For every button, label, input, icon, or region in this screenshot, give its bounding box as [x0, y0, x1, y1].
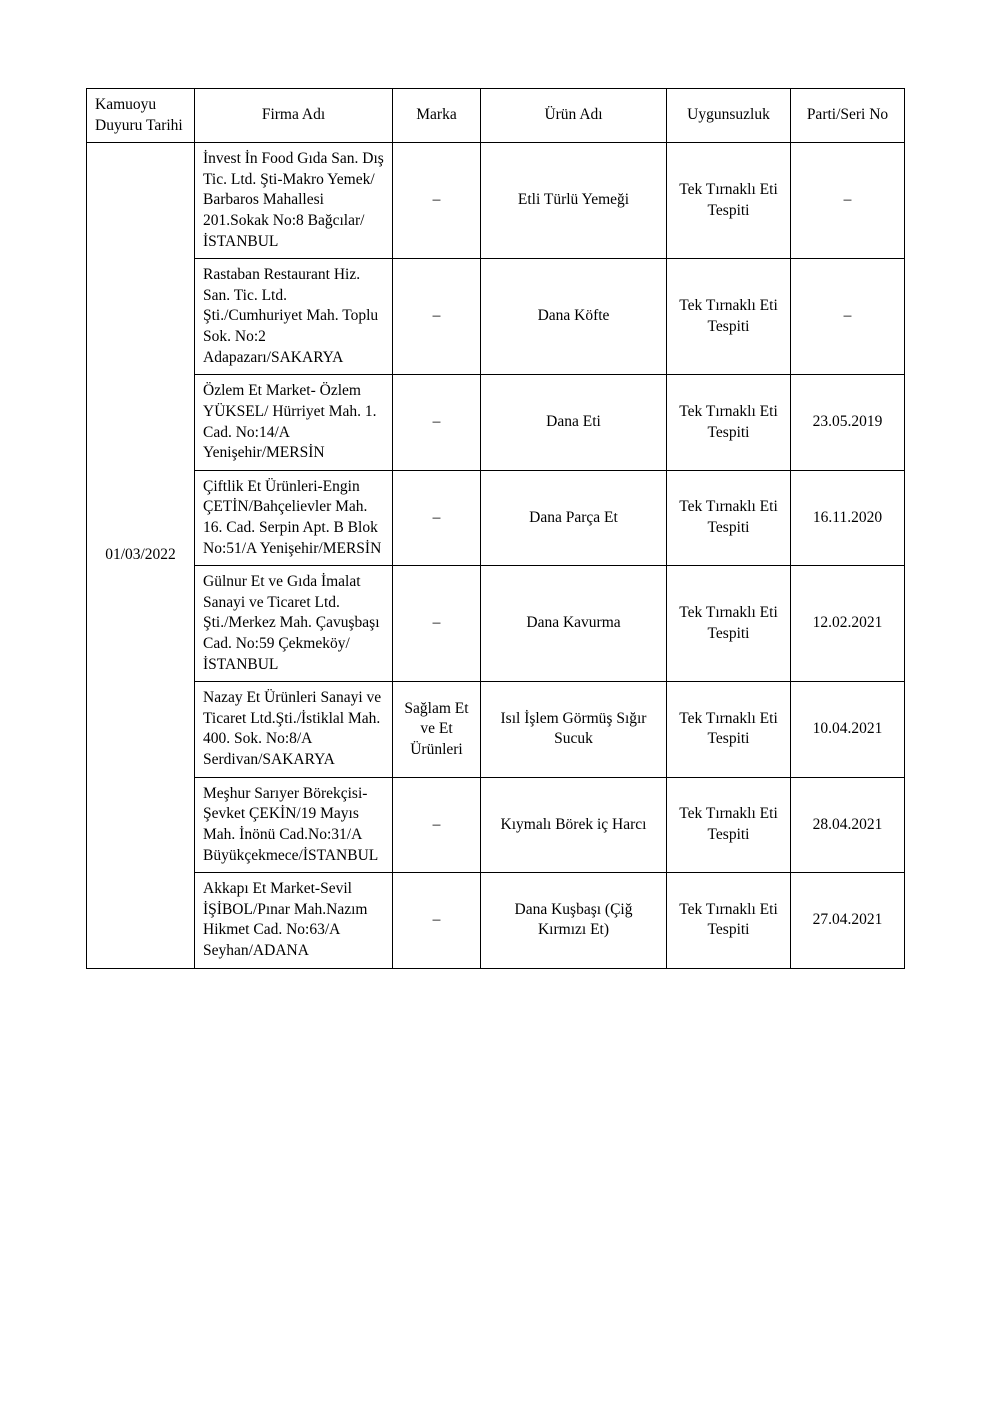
- cell-urun: Kıymalı Börek iç Harcı: [481, 777, 667, 872]
- header-row: [87, 89, 905, 143]
- cell-marka: –: [393, 777, 481, 872]
- table-header: [87, 89, 905, 143]
- cell-uygunsuzluk: Tek Tırnaklı Eti Tespiti: [667, 259, 791, 375]
- cell-firma: Rastaban Restaurant Hiz. San. Tic. Ltd. Şti./Cumhuriyet Mah. Toplu Sok. No:2 Adapazarı/SAKARYA: [195, 259, 393, 375]
- cell-firma: Akkapı Et Market-Sevil İŞİBOL/Pınar Mah.Nazım Hikmet Cad. No:63/A Seyhan/ADANA: [195, 873, 393, 968]
- column-header-parti: Parti/Seri No: [791, 89, 905, 143]
- cell-announcement-date: 01/03/2022: [87, 143, 195, 968]
- table-row: [87, 777, 905, 872]
- table-row: [87, 682, 905, 777]
- column-header-date: Kamuoyu Duyuru Tarihi: [87, 89, 195, 143]
- cell-marka: –: [393, 143, 481, 259]
- table-row: [87, 375, 905, 470]
- cell-urun: Dana Kavurma: [481, 566, 667, 682]
- cell-parti: 12.02.2021: [791, 566, 905, 682]
- cell-urun: Dana Kuşbaşı (Çiğ Kırmızı Et): [481, 873, 667, 968]
- cell-urun: Etli Türlü Yemeği: [481, 143, 667, 259]
- cell-marka: –: [393, 375, 481, 470]
- column-header-urun: Ürün Adı: [481, 89, 667, 143]
- table-row: [87, 259, 905, 375]
- cell-parti: 16.11.2020: [791, 470, 905, 565]
- table-row: [87, 873, 905, 968]
- cell-marka: –: [393, 259, 481, 375]
- cell-parti: 28.04.2021: [791, 777, 905, 872]
- table-row: [87, 143, 905, 259]
- cell-urun: Dana Eti: [481, 375, 667, 470]
- cell-parti: –: [791, 143, 905, 259]
- cell-marka: –: [393, 470, 481, 565]
- cell-firma: Özlem Et Market- Özlem YÜKSEL/ Hürriyet Mah. 1. Cad. No:14/A Yenişehir/MERSİN: [195, 375, 393, 470]
- cell-marka: Sağlam Et ve Et Ürünleri: [393, 682, 481, 777]
- cell-uygunsuzluk: Tek Tırnaklı Eti Tespiti: [667, 470, 791, 565]
- cell-uygunsuzluk: Tek Tırnaklı Eti Tespiti: [667, 143, 791, 259]
- cell-parti: 10.04.2021: [791, 682, 905, 777]
- cell-uygunsuzluk: Tek Tırnaklı Eti Tespiti: [667, 682, 791, 777]
- cell-firma: Gülnur Et ve Gıda İmalat Sanayi ve Ticaret Ltd. Şti./Merkez Mah. Çavuşbaşı Cad. No:59 Çekmeköy/İSTANBUL: [195, 566, 393, 682]
- cell-uygunsuzluk: Tek Tırnaklı Eti Tespiti: [667, 873, 791, 968]
- column-header-marka: Marka: [393, 89, 481, 143]
- cell-uygunsuzluk: Tek Tırnaklı Eti Tespiti: [667, 777, 791, 872]
- column-header-firma: Firma Adı: [195, 89, 393, 143]
- cell-firma: İnvest İn Food Gıda San. Dış Tic. Ltd. Şti-Makro Yemek/ Barbaros Mahallesi 201.Sokak No:8 Bağcılar/İSTANBUL: [195, 143, 393, 259]
- cell-uygunsuzluk: Tek Tırnaklı Eti Tespiti: [667, 566, 791, 682]
- cell-firma: Meşhur Sarıyer Börekçisi-Şevket ÇEKİN/19 Mayıs Mah. İnönü Cad.No:31/A Büyükçekmece/İSTANBUL: [195, 777, 393, 872]
- column-header-uygunsuzluk: Uygunsuzluk: [667, 89, 791, 143]
- cell-parti: 27.04.2021: [791, 873, 905, 968]
- cell-firma: Nazay Et Ürünleri Sanayi ve Ticaret Ltd.Şti./İstiklal Mah. 400. Sok. No:8/A Serdivan/SAKARYA: [195, 682, 393, 777]
- cell-firma: Çiftlik Et Ürünleri-Engin ÇETİN/Bahçelievler Mah. 16. Cad. Serpin Apt. B Blok No:51/A Yenişehir/MERSİN: [195, 470, 393, 565]
- table-row: [87, 470, 905, 565]
- notification-table: [86, 88, 905, 969]
- cell-parti: –: [791, 259, 905, 375]
- cell-parti: 23.05.2019: [791, 375, 905, 470]
- cell-urun: Dana Parça Et: [481, 470, 667, 565]
- cell-urun: Dana Köfte: [481, 259, 667, 375]
- cell-uygunsuzluk: Tek Tırnaklı Eti Tespiti: [667, 375, 791, 470]
- cell-marka: –: [393, 566, 481, 682]
- cell-urun: Isıl İşlem Görmüş Sığır Sucuk: [481, 682, 667, 777]
- table-body: [87, 143, 905, 968]
- table-row: [87, 566, 905, 682]
- cell-marka: –: [393, 873, 481, 968]
- table-container: [86, 88, 904, 969]
